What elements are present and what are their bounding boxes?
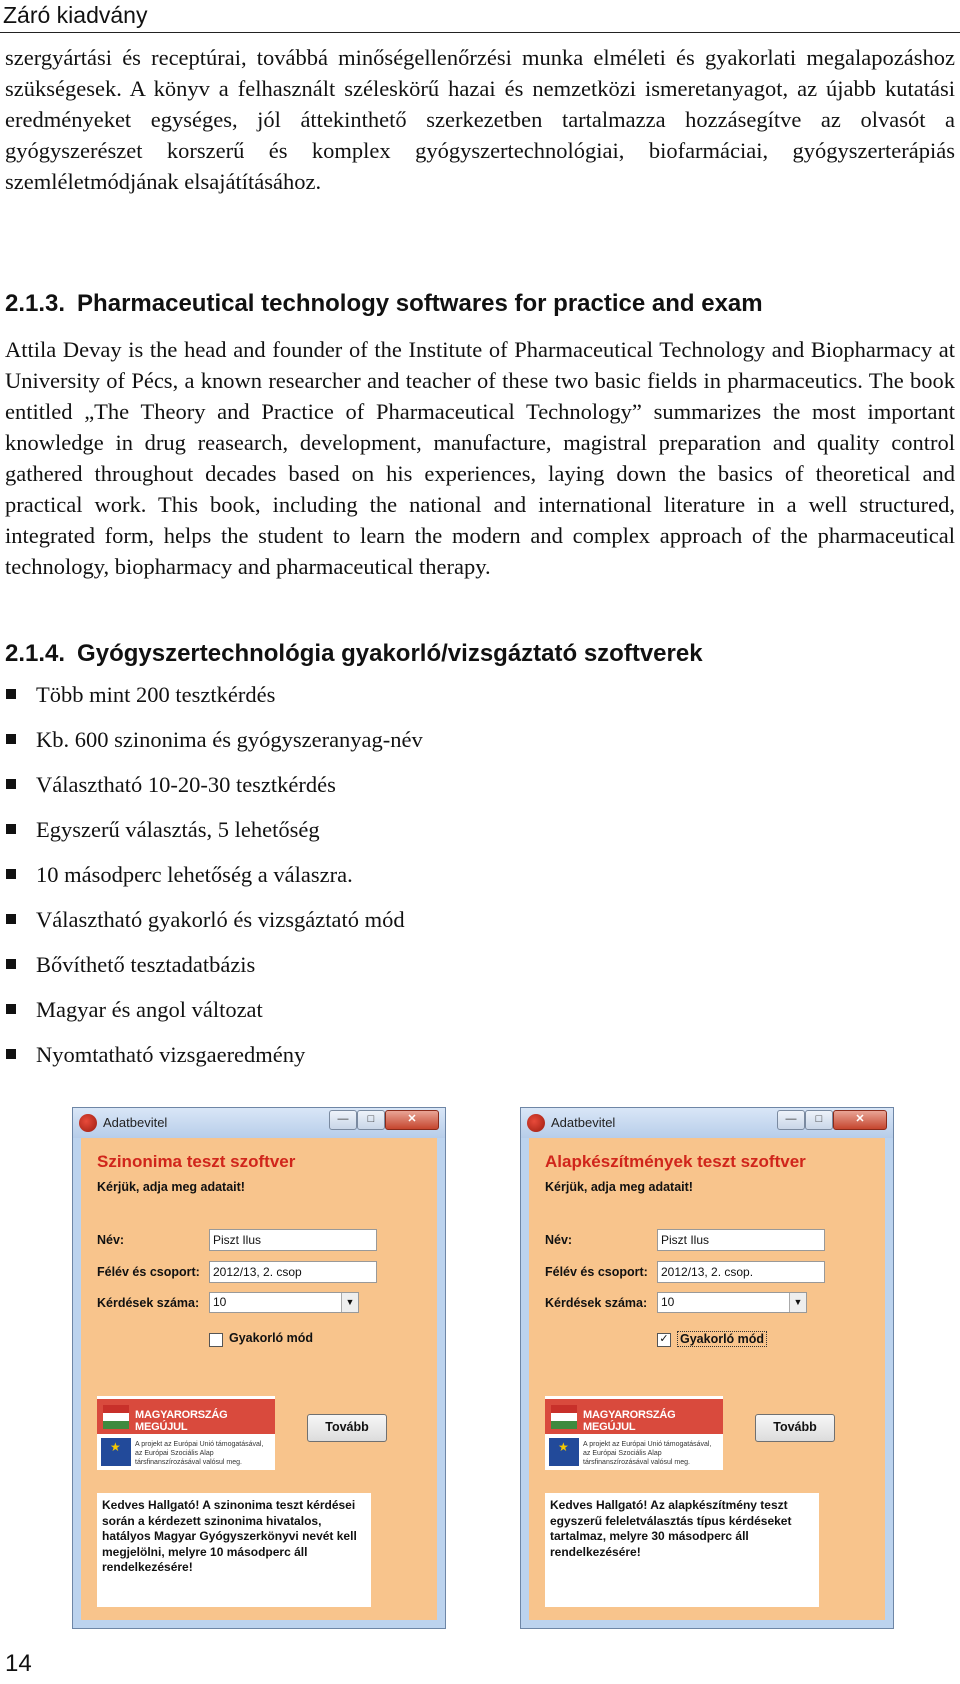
close-button[interactable]: ✕: [833, 1110, 887, 1130]
name-input[interactable]: Piszt Ilus: [209, 1229, 377, 1251]
bullet-square-icon: [6, 824, 16, 834]
bullet-square-icon: [6, 914, 16, 924]
bullet-square-icon: [6, 1004, 16, 1014]
question-count-label: Kérdések száma:: [545, 1296, 648, 1310]
question-count-value: 10: [213, 1295, 227, 1309]
list-item-text: Választható gyakorló és vizsgáztató mód: [36, 907, 405, 932]
list-item-text: Választható 10-20-30 tesztkérdés: [36, 772, 336, 797]
list-item: [0, 725, 423, 770]
synonym-test-dialog: [72, 1107, 446, 1629]
dialog-subtitle: Kérjük, adja meg adatait!: [97, 1180, 245, 1194]
practice-mode-label: Gyakorló mód: [229, 1331, 314, 1345]
dialog-body: [81, 1138, 437, 1620]
question-count-select[interactable]: [209, 1292, 359, 1313]
eu-funding-text: A projekt az Európai Unió támogatásával, az Európai Szociális Alap társfinanszírozásával valósul meg.: [135, 1441, 264, 1466]
group-label: Félév és csoport:: [97, 1265, 200, 1279]
chevron-down-icon[interactable]: ▼: [789, 1293, 806, 1312]
group-label: Félév és csoport:: [545, 1265, 648, 1279]
dialog-subtitle: Kérjük, adja meg adatait!: [545, 1180, 693, 1194]
list-item: [0, 950, 423, 995]
section-number: 2.1.4.: [5, 640, 66, 667]
name-label: Név:: [97, 1233, 125, 1247]
section-title: Gyógyszertechnológia gyakorló/vizsgáztató szoftverek: [77, 640, 703, 667]
window-title: Adatbevitel: [103, 1115, 168, 1130]
eu-funding-logo: [97, 1434, 275, 1470]
list-item: [0, 815, 423, 860]
bullet-square-icon: [6, 869, 16, 879]
window-titlebar[interactable]: [73, 1108, 445, 1138]
maximize-button[interactable]: □: [805, 1110, 833, 1130]
section-title: Pharmaceutical technology softwares for practice and exam: [77, 290, 763, 317]
running-title: Záró kiadvány: [3, 2, 148, 28]
next-button[interactable]: Tovább: [755, 1414, 835, 1442]
list-item-text: Több mint 200 tesztkérdés: [36, 682, 276, 707]
eu-flag-icon: [549, 1438, 579, 1466]
question-count-value: 10: [661, 1295, 675, 1309]
section-heading-2-1-4: [5, 640, 703, 668]
bullet-square-icon: [6, 1049, 16, 1059]
hungary-renewal-logo: [97, 1396, 275, 1435]
close-button[interactable]: ✕: [385, 1110, 439, 1130]
list-item: [0, 995, 423, 1040]
bullet-square-icon: [6, 689, 16, 699]
bullet-square-icon: [6, 959, 16, 969]
list-item-text: Nyomtatható vizsgaeredmény: [36, 1042, 306, 1067]
name-input[interactable]: Piszt Ilus: [657, 1229, 825, 1251]
app-title: Szinonima teszt szoftver: [97, 1152, 296, 1171]
app-title: Alapkészítmények teszt szoftver: [545, 1152, 806, 1171]
question-count-select[interactable]: [657, 1292, 807, 1313]
section-2-1-3-text: Attila Devay is the head and founder of the Institute of Pharmaceutical Technology and Biopharmacy at University of Pécs, a known researcher and teacher of these two basic fields in pharmaceutics. The book entitled „The Theory and Practice of Pharmaceutical Technology” summarizes the most important knowledge in drug reasearch, development, manufacture, magistral preparation and quality control gathered throughout decades based on his experiences, laying down the basics of theoretical and practical work. This book, including the national and international literature in a well structured, integrated form, helps the student to learn the modern and complex approach of the pharmaceutical technology, biopharmacy and pharmaceutical therapy.: [5, 337, 955, 579]
bullet-square-icon: [6, 734, 16, 744]
list-item: [0, 680, 423, 725]
page-number: 14: [5, 1650, 32, 1677]
list-item: [0, 1040, 423, 1085]
minimize-button[interactable]: —: [777, 1110, 805, 1130]
minimize-button[interactable]: —: [329, 1110, 357, 1130]
list-item-text: Bővíthető tesztadatbázis: [36, 952, 256, 977]
bullet-square-icon: [6, 779, 16, 789]
running-header: [0, 0, 960, 33]
maximize-button[interactable]: □: [357, 1110, 385, 1130]
hungary-renewal-logo: [545, 1396, 723, 1435]
next-button[interactable]: Tovább: [307, 1414, 387, 1442]
eu-funding-logo: [545, 1434, 723, 1470]
list-item-text: Kb. 600 szinonima és gyógyszeranyag-név: [36, 727, 423, 752]
dialog-body: [529, 1138, 885, 1620]
practice-mode-checkbox[interactable]: ✓: [657, 1333, 671, 1347]
practice-mode-checkbox[interactable]: [209, 1333, 223, 1347]
instruction-message: Kedves Hallgató! Az alapkészítmény teszt egyszerű feleletválasztás típus kérdéseket tartalmaz, melyre 30 másodperc áll rendelkezésére!: [545, 1493, 819, 1607]
app-icon: [527, 1114, 545, 1132]
app-icon: [79, 1114, 97, 1132]
practice-mode-label: Gyakorló mód: [677, 1331, 767, 1347]
section-number: 2.1.3.: [5, 290, 66, 317]
name-label: Név:: [545, 1233, 573, 1247]
logo-text: MAGYARORSZÁG MEGÚJUL: [583, 1409, 676, 1433]
list-item: [0, 905, 423, 950]
group-input[interactable]: 2012/13, 2. csop.: [657, 1261, 825, 1283]
window-titlebar[interactable]: [521, 1108, 893, 1138]
hungarian-flag-icon: [103, 1405, 129, 1429]
eu-funding-text: A projekt az Európai Unió támogatásával, az Európai Szociális Alap társfinanszírozásával valósul meg.: [583, 1441, 712, 1466]
section-heading-2-1-3: [5, 290, 763, 318]
group-input[interactable]: 2012/13, 2. csop: [209, 1261, 377, 1283]
basic-preparations-test-dialog: [520, 1107, 894, 1629]
eu-flag-icon: [101, 1438, 131, 1466]
list-item-text: Magyar és angol változat: [36, 997, 263, 1022]
feature-list: [0, 680, 423, 1085]
window-title: Adatbevitel: [551, 1115, 616, 1130]
instruction-message: Kedves Hallgató! A szinonima teszt kérdései során a kérdezett szinonima hivatalos, hatályos Magyar Gyógyszerkönyvi nevét kell megjelölni, melyre 10 másodperc áll rendelkezésére!: [97, 1493, 371, 1607]
logo-text: MAGYARORSZÁG MEGÚJUL: [135, 1409, 228, 1433]
chevron-down-icon[interactable]: ▼: [341, 1293, 358, 1312]
intro-paragraph: szergyártási és receptúrai, továbbá minőségellenőrzési munka elméleti és gyakorlati megalapozáshoz szükségesek. A könyv a felhasznált széleskörű hazai és nemzetközi ismeretanyagot, az újabb kutatási eredményeket egységes, jól áttekinthető szerkezetben tartalmazza hozzásegítve az olvasót a gyógyszerészet korszerű és komplex gyógyszertechnológiai, biofarmáciai, gyógyszerterápiás szemléletmódjának elsajátításához.: [5, 45, 955, 194]
hungarian-flag-icon: [551, 1405, 577, 1429]
list-item-text: 10 másodperc lehetőség a válaszra.: [36, 862, 353, 887]
list-item-text: Egyszerű választás, 5 lehetőség: [36, 817, 320, 842]
list-item: [0, 770, 423, 815]
list-item: [0, 860, 423, 905]
question-count-label: Kérdések száma:: [97, 1296, 200, 1310]
